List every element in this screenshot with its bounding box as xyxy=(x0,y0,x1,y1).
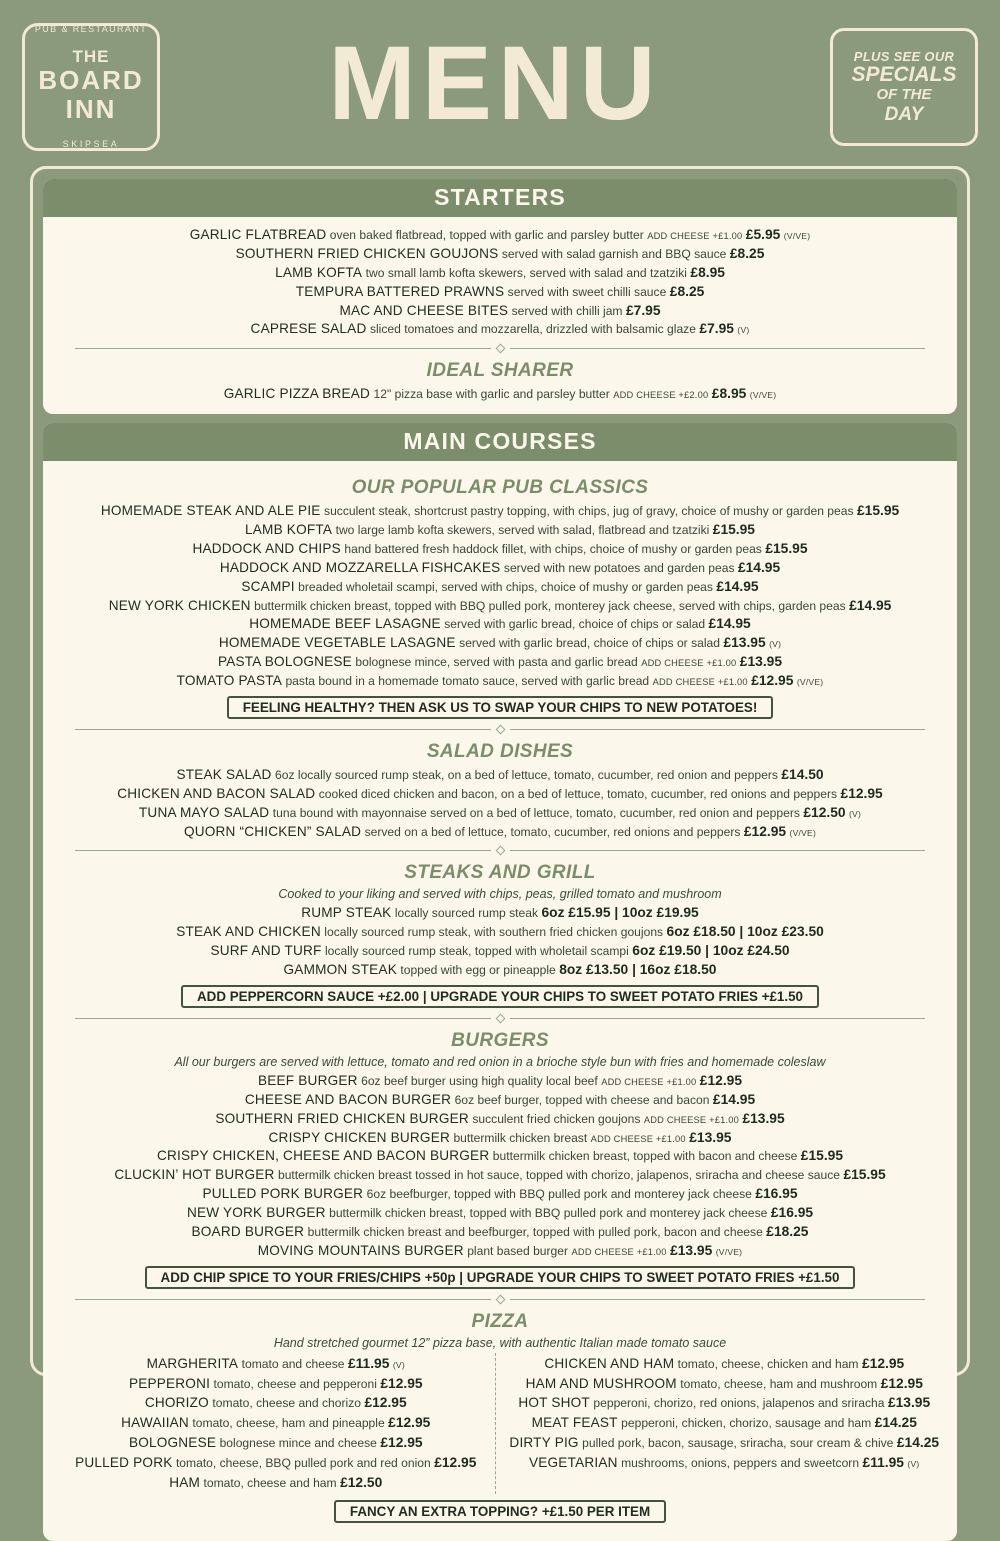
menu-item-name: CLUCKIN’ HOT BURGER xyxy=(114,1167,275,1183)
menu-item-price: £12.50 xyxy=(803,804,846,820)
menu-item-dietary-tag: (V) xyxy=(392,1359,405,1370)
menu-item-name: CHORIZO xyxy=(144,1395,209,1411)
divider-line-left xyxy=(75,1299,491,1300)
menu-item-addon: ADD CHEESE +£1.00 xyxy=(643,1114,739,1125)
menu-item-price: £12.50 xyxy=(340,1474,383,1490)
menu-item-price: £14.95 xyxy=(716,578,759,594)
menu-item-price: £12.95 xyxy=(743,823,787,839)
menu-item-price: £13.95 xyxy=(887,1395,931,1411)
menu-item-name: CRISPY CHICKEN BURGER xyxy=(268,1129,450,1145)
menu-item-description: served with garlic bread, choice of chips or salad xyxy=(459,636,720,651)
menu-item-price: £15.95 xyxy=(800,1148,843,1164)
menu-item-description: locally sourced rump steak xyxy=(394,906,539,921)
menu-item-description: topped with egg or pineapple xyxy=(400,963,556,977)
menu-item xyxy=(57,653,943,671)
menu-header xyxy=(0,0,1000,160)
menu-item xyxy=(57,1375,495,1393)
menu-section-2 xyxy=(43,423,957,1541)
menu-item-price: £8.25 xyxy=(669,283,705,299)
menu-item-price: £12.95 xyxy=(880,1375,923,1391)
menu-item-description: tomato, cheese and chorizo xyxy=(212,1396,361,1411)
menu-item xyxy=(57,1454,495,1472)
menu-item-description: served with garlic bread, choice of chips or salad xyxy=(444,617,706,632)
menu-item-name: HOMEMADE VEGETABLE LASAGNE xyxy=(218,635,456,651)
menu-item xyxy=(57,672,943,690)
menu-item-name: HOT SHOT xyxy=(518,1395,590,1411)
menu-item-price: £12.95 xyxy=(364,1395,407,1411)
menu-section-1 xyxy=(43,179,957,414)
menu-item-description: tomato, cheese and pepperoni xyxy=(213,1376,377,1391)
menu-item-name: VEGETARIAN xyxy=(529,1455,618,1470)
menu-item-name: SURF AND TURF xyxy=(210,943,322,959)
menu-item-name: HADDOCK AND CHIPS xyxy=(192,540,341,556)
menu-item-price: £13.95 xyxy=(670,1242,713,1258)
menu-item xyxy=(506,1355,944,1373)
menu-item-price: £13.95 xyxy=(723,635,766,651)
section-divider-pizza xyxy=(75,1296,925,1303)
divider-line-left xyxy=(75,729,491,730)
menu-item-name: TOMATO PASTA xyxy=(176,673,282,688)
menu-item xyxy=(57,923,943,941)
menu-item-addon: ADD CHEESE +£1.00 xyxy=(590,1133,686,1144)
menu-item-dietary-tag: (V) xyxy=(849,808,862,819)
logo-top-text: PUB & RESTAURANT xyxy=(34,24,148,35)
divider-line-left xyxy=(75,348,491,349)
section-title: STARTERS xyxy=(43,179,957,217)
menu-item-description: tomato, cheese and ham xyxy=(203,1475,337,1490)
menu-item-name: GARLIC FLATBREAD xyxy=(189,227,327,242)
menu-item-price: £12.95 xyxy=(861,1355,905,1371)
menu-item-name: SOUTHERN FRIED CHICKEN BURGER xyxy=(215,1110,469,1126)
menu-item-description: served with new potatoes and garden peas xyxy=(503,560,735,575)
menu-sections xyxy=(43,179,957,1541)
menu-item xyxy=(506,1375,944,1393)
menu-item xyxy=(57,245,943,263)
divider-diamond xyxy=(495,344,505,354)
menu-item xyxy=(57,1355,495,1373)
menu-item-name: RUMP STEAK xyxy=(301,905,392,921)
menu-item-name: LAMB KOFTA xyxy=(245,522,333,537)
menu-item-price: £7.95 xyxy=(625,302,661,318)
section-body xyxy=(43,217,957,414)
menu-item-dietary-tag: (V/VE) xyxy=(796,677,824,687)
menu-item-description: served with sweet chilli sauce xyxy=(507,284,667,299)
menu-item-price: £5.95 xyxy=(745,227,781,242)
menu-item-name: MEAT FEAST xyxy=(531,1415,618,1431)
pizza-columns xyxy=(57,1353,943,1494)
menu-item-description: tomato and cheese xyxy=(241,1356,345,1371)
menu-item-description: pepperoni, chorizo, red onions, jalapenos and sriracha xyxy=(593,1396,885,1411)
menu-item xyxy=(57,540,943,558)
menu-item-name: CHICKEN AND BACON SALAD xyxy=(117,785,316,801)
menu-item-addon: ADD CHEESE +£1.00 xyxy=(652,677,748,687)
menu-item-dietary-tag: (V/VE) xyxy=(749,390,777,401)
menu-item-price: £18.25 xyxy=(766,1223,809,1239)
menu-item-name: NEW YORK CHICKEN xyxy=(108,597,251,613)
menu-item-price: £7.95 xyxy=(699,321,734,337)
menu-item-description: pulled pork, bacon, sausage, sriracha, sour cream & chive xyxy=(582,1436,894,1451)
menu-item-addon: ADD CHEESE +£1.00 xyxy=(647,231,743,241)
menu-item xyxy=(57,597,943,615)
menu-item xyxy=(57,1204,943,1222)
group-banner: FEELING HEALTHY? THEN ASK US TO SWAP YOUR CHIPS TO NEW POTATOES! xyxy=(227,696,774,719)
menu-item-description: buttermilk chicken breast and beefburger, topped with pulled pork, bacon and cheese xyxy=(307,1224,763,1239)
menu-item xyxy=(57,302,943,320)
menu-item-name: DIRTY PIG xyxy=(509,1435,579,1451)
menu-item-name: QUORN “CHICKEN” SALAD xyxy=(183,823,362,839)
menu-item-price: £14.95 xyxy=(712,1091,756,1107)
menu-item-name: SCAMPI xyxy=(241,578,295,594)
menu-item-price: 6oz £19.50 | 10oz £24.50 xyxy=(632,943,790,959)
menu-item-description: served on a bed of lettuce, tomato, cucumber, red onions and peppers xyxy=(364,824,741,839)
menu-item-description: pepperoni, chicken, chorizo, sausage and ham xyxy=(621,1416,872,1431)
menu-item-price: £14.95 xyxy=(708,616,751,632)
menu-item xyxy=(57,823,943,841)
menu-item-description: buttermilk chicken breast, topped with BBQ pulled pork, monterey jack cheese, served with chips, garden peas xyxy=(254,598,846,613)
menu-item xyxy=(57,1129,943,1147)
menu-item-description: bolognese mince and cheese xyxy=(219,1436,377,1451)
divider-line-left xyxy=(75,850,491,851)
menu-item-price: £15.95 xyxy=(765,540,808,556)
specials-line-1: PLUS SEE OUR xyxy=(853,48,955,64)
menu-item-name: BOARD BURGER xyxy=(191,1223,305,1239)
card-footer-space xyxy=(57,1527,943,1531)
section-title: MAIN COURSES xyxy=(43,423,957,461)
menu-item-dietary-tag: (V/VE) xyxy=(789,827,817,838)
menu-item xyxy=(57,1185,943,1203)
page-title: MENU xyxy=(328,24,662,142)
menu-item-name: HAWAIIAN xyxy=(121,1415,189,1431)
menu-item xyxy=(57,1434,495,1452)
menu-item-description: sliced tomatoes and mozzarella, drizzled with balsamic glaze xyxy=(369,322,696,337)
menu-item-price: £12.95 xyxy=(380,1435,423,1451)
menu-item-description: tomato, cheese, ham and pineapple xyxy=(192,1416,385,1431)
menu-item-name: CHEESE AND BACON BURGER xyxy=(244,1091,452,1107)
pub-logo xyxy=(22,23,160,151)
logo-inn: INN xyxy=(65,93,117,124)
menu-item-description: 6oz locally sourced rump steak, on a bed of lettuce, tomato, cucumber, red onion and peppers xyxy=(275,767,778,782)
menu-item-price: £15.95 xyxy=(843,1167,886,1183)
menu-item xyxy=(57,1394,495,1412)
menu-item-price: £15.95 xyxy=(856,503,900,519)
menu-item xyxy=(57,264,943,282)
divider-line-right xyxy=(510,1018,926,1019)
divider-line-right xyxy=(510,1299,926,1300)
menu-item-name: BEEF BURGER xyxy=(258,1072,358,1088)
menu-item xyxy=(57,1166,943,1184)
group-heading: STEAKS AND GRILL xyxy=(404,862,596,884)
menu-item-description: buttermilk chicken breast tossed in hot sauce, topped with chorizo, jalapenos, sriracha and cheese sauce xyxy=(277,1168,840,1183)
section-divider-0-1 xyxy=(75,345,925,352)
divider-diamond xyxy=(495,846,505,856)
menu-item-description: locally sourced rump steak, with southern fried chicken goujons xyxy=(324,925,664,940)
menu-item-dietary-tag: (V/VE) xyxy=(715,1246,743,1257)
menu-item-description: cooked diced chicken and bacon, on a bed of lettuce, tomato, cucumber, red onions and peppers xyxy=(318,786,838,801)
menu-item-price: £14.25 xyxy=(896,1435,940,1451)
menu-item-name: BOLOGNESE xyxy=(128,1435,217,1451)
menu-item xyxy=(57,559,943,577)
menu-item-price: 6oz £15.95 | 10oz £19.95 xyxy=(541,905,699,921)
menu-item-price: £11.95 xyxy=(862,1455,904,1470)
specials-badge xyxy=(830,28,978,146)
menu-item-description: tomato, cheese, chicken and ham xyxy=(677,1356,859,1371)
menu-item-name: NEW YORK BURGER xyxy=(186,1205,326,1220)
menu-item-description: 6oz beef burger, topped with cheese and bacon xyxy=(454,1092,710,1107)
menu-item xyxy=(57,226,943,244)
menu-item-price: £14.50 xyxy=(781,766,824,782)
divider-line-left xyxy=(75,1018,491,1019)
menu-item-name: MARGHERITA xyxy=(146,1355,239,1371)
pizza-banner: FANCY AN EXTRA TOPPING? +£1.50 PER ITEM xyxy=(334,1500,666,1523)
menu-item xyxy=(57,1223,943,1241)
menu-item xyxy=(57,283,943,301)
menu-item-description: plant based burger xyxy=(467,1243,569,1258)
menu-item-dietary-tag: (V) xyxy=(769,639,782,650)
divider-line-right xyxy=(510,348,926,349)
specials-line-4: DAY xyxy=(884,103,924,125)
menu-item-price: 6oz £18.50 | 10oz £23.50 xyxy=(666,924,824,940)
group-note: All our burgers are served with lettuce, tomato and red onion in a brioche style bun with fries and homemade coleslaw xyxy=(174,1054,826,1069)
group-banner: ADD CHIP SPICE TO YOUR FRIES/CHIPS +50p | UPGRADE YOUR CHIPS TO SWEET POTATO FRIES +£1.50 xyxy=(145,1266,856,1289)
menu-item-description: served with chilli jam xyxy=(511,303,623,318)
menu-item-price: £12.95 xyxy=(434,1455,477,1470)
menu-item-description: bolognese mince, served with pasta and garlic bread xyxy=(355,655,638,670)
menu-item-description: succulent steak, shortcrust pastry topping, with chips, jug of gravy, choice of mushy or garden peas xyxy=(324,504,854,519)
menu-item xyxy=(57,942,943,960)
menu-item-price: £12.95 xyxy=(751,673,794,688)
menu-item-description: succulent fried chicken goujons xyxy=(472,1111,641,1126)
menu-item-name: HOMEMADE BEEF LASAGNE xyxy=(249,616,441,632)
group-heading: SALAD DISHES xyxy=(426,740,574,762)
section-divider-1-2 xyxy=(75,847,925,854)
group-heading: BURGERS xyxy=(451,1029,549,1051)
group-note: Cooked to your liking and served with chips, peas, grilled tomato and mushroom xyxy=(278,887,722,902)
pizza-heading: PIZZA xyxy=(471,1310,529,1332)
menu-item-name: GAMMON STEAK xyxy=(283,962,397,977)
menu-item-description: tuna bound with mayonnaise served on a bed of lettuce, tomato, cucumber, red onion and peppers xyxy=(272,805,800,820)
menu-item xyxy=(57,320,943,338)
menu-item-description: served with salad garnish and BBQ sauce xyxy=(501,246,727,261)
menu-item xyxy=(57,1147,943,1165)
menu-item-price: £14.95 xyxy=(737,559,781,575)
pizza-column-right xyxy=(506,1353,944,1494)
group-heading: IDEAL SHARER xyxy=(426,360,574,382)
menu-item xyxy=(57,1072,943,1090)
menu-item-description: tomato, cheese, BBQ pulled pork and red onion xyxy=(175,1456,431,1470)
menu-item-price: £16.95 xyxy=(770,1205,814,1220)
menu-item-description: pasta bound in a homemade tomato sauce, served with garlic bread xyxy=(285,674,650,688)
divider-line-right xyxy=(510,850,926,851)
menu-item-name: PASTA BOLOGNESE xyxy=(218,654,352,670)
menu-item-name: HADDOCK AND MOZZARELLA FISHCAKES xyxy=(219,559,501,575)
menu-item-name: CRISPY CHICKEN, CHEESE AND BACON BURGER xyxy=(156,1148,490,1164)
menu-item-price: £12.95 xyxy=(380,1375,423,1391)
menu-item-addon: ADD CHEESE +£2.00 xyxy=(613,390,709,401)
menu-item-name: TEMPURA BATTERED PRAWNS xyxy=(295,283,505,299)
menu-item xyxy=(57,961,943,979)
menu-item-price: £8.95 xyxy=(690,264,725,280)
menu-item xyxy=(57,502,943,520)
logo-the: THE xyxy=(72,47,110,67)
group-heading: OUR POPULAR PUB CLASSICS xyxy=(351,477,649,499)
menu-item-description: mushrooms, onions, peppers and sweetcorn xyxy=(621,1456,860,1470)
menu-item xyxy=(57,385,943,403)
menu-item-dietary-tag: (V) xyxy=(907,1459,920,1469)
menu-item-description: two large lamb kofta skewers, served with salad, flatbread and tzatziki xyxy=(335,523,710,537)
section-body xyxy=(43,461,957,1541)
menu-item xyxy=(57,1414,495,1432)
menu-item-name: CAPRESE SALAD xyxy=(250,321,367,337)
menu-item-description: oven baked flatbread, topped with garlic and parsley butter xyxy=(329,228,644,242)
menu-item-description: buttermilk chicken breast, topped with bacon and cheese xyxy=(492,1149,798,1164)
menu-item-price: £13.95 xyxy=(689,1129,732,1145)
menu-item-price: £12.95 xyxy=(388,1415,431,1431)
menu-item-description: two small lamb kofta skewers, served with salad and tzatziki xyxy=(365,265,687,280)
menu-item-dietary-tag: (V) xyxy=(737,325,750,336)
menu-item-name: CHICKEN AND HAM xyxy=(544,1355,675,1371)
menu-item-name: SOUTHERN FRIED CHICKEN GOUJONS xyxy=(235,245,499,261)
menu-item-description: 6oz beefburger, topped with BBQ pulled pork and monterey jack cheese xyxy=(366,1187,752,1202)
menu-item xyxy=(506,1454,944,1472)
menu-item-price: £12.95 xyxy=(699,1072,742,1088)
menu-item-name: HOMEMADE STEAK AND ALE PIE xyxy=(100,503,321,519)
logo-board: BOARD xyxy=(38,65,144,96)
menu-item-name: LAMB KOFTA xyxy=(275,264,363,280)
menu-item xyxy=(57,1091,943,1109)
menu-item xyxy=(57,785,943,803)
divider-diamond xyxy=(495,1013,505,1023)
specials-line-3: OF THE xyxy=(876,86,932,104)
divider-diamond xyxy=(495,1294,505,1304)
section-divider-1-3 xyxy=(75,1015,925,1022)
menu-item-price: £11.95 xyxy=(347,1355,390,1371)
menu-item xyxy=(57,1110,943,1128)
menu-item xyxy=(57,904,943,922)
menu-item-description: 6oz beef burger using high quality local beef xyxy=(361,1073,598,1088)
pizza-note: Hand stretched gourmet 12” pizza base, with authentic Italian made tomato sauce xyxy=(273,1335,727,1350)
menu-item-name: GARLIC PIZZA BREAD xyxy=(223,386,371,402)
menu-item-name: STEAK SALAD xyxy=(176,766,272,782)
menu-panel xyxy=(30,166,970,1519)
menu-item xyxy=(57,804,943,822)
menu-item-name: MAC AND CHEESE BITES xyxy=(339,302,509,318)
divider-line-right xyxy=(510,729,926,730)
menu-item-description: tomato, cheese, ham and mushroom xyxy=(680,1376,878,1391)
menu-item-name: STEAK AND CHICKEN xyxy=(176,924,321,940)
menu-item-price: £13.95 xyxy=(742,1110,785,1126)
menu-item-addon: ADD CHEESE +£1.00 xyxy=(571,1246,667,1257)
menu-item-price: £12.95 xyxy=(840,785,883,801)
menu-item-price: £16.95 xyxy=(755,1186,798,1202)
menu-item-name: PULLED PORK xyxy=(75,1455,173,1470)
menu-item-addon: ADD CHEESE +£1.00 xyxy=(601,1076,697,1087)
menu-item xyxy=(57,578,943,596)
logo-place: SKIPSEA xyxy=(62,138,120,149)
menu-item xyxy=(506,1414,944,1432)
menu-item-price: £14.95 xyxy=(849,597,892,613)
menu-item xyxy=(57,634,943,652)
menu-item-description: breaded wholetail scampi, served with chips, choice of mushy or garden peas xyxy=(298,579,713,594)
pizza-column-left xyxy=(57,1353,496,1494)
menu-item xyxy=(57,1242,943,1260)
menu-item-name: MOVING MOUNTAINS BURGER xyxy=(257,1242,464,1258)
menu-item-name: TUNA MAYO SALAD xyxy=(138,804,270,820)
menu-item-addon: ADD CHEESE +£1.00 xyxy=(641,658,737,669)
menu-item-name: PULLED PORK BURGER xyxy=(202,1186,364,1202)
menu-item-description: locally sourced rump steak, topped with wholetail scampi xyxy=(325,944,629,959)
menu-item xyxy=(506,1434,944,1452)
menu-item-description: hand battered fresh haddock fillet, with chips, choice of mushy or garden peas xyxy=(344,541,762,556)
menu-item-price: £8.25 xyxy=(729,245,765,261)
menu-item-price: £15.95 xyxy=(712,522,755,537)
menu-item xyxy=(506,1394,944,1412)
menu-item xyxy=(57,766,943,784)
menu-item-description: buttermilk chicken breast, topped with BBQ pulled pork and monterey jack cheese xyxy=(329,1206,768,1220)
menu-item-description: buttermilk chicken breast xyxy=(453,1130,588,1145)
menu-item-name: HAM xyxy=(169,1474,201,1490)
specials-line-2: SPECIALS xyxy=(851,62,957,86)
menu-item-name: HAM AND MUSHROOM xyxy=(525,1375,677,1391)
menu-item-description: 12" pizza base with garlic and parsley butter xyxy=(373,387,610,402)
menu-item-price: £14.25 xyxy=(874,1415,917,1431)
menu-item-price: £8.95 xyxy=(711,386,747,402)
menu-item-price: £13.95 xyxy=(739,654,782,670)
section-divider-1-1 xyxy=(75,726,925,733)
menu-item-dietary-tag: (V/VE) xyxy=(783,231,811,241)
divider-diamond xyxy=(495,724,505,734)
menu-item xyxy=(57,615,943,633)
menu-item-price: 8oz £13.50 | 16oz £18.50 xyxy=(559,962,717,977)
menu-item xyxy=(57,1474,495,1492)
menu-item-name: PEPPERONI xyxy=(128,1375,211,1391)
group-banner: ADD PEPPERCORN SAUCE +£2.00 | UPGRADE YOUR CHIPS TO SWEET POTATO FRIES +£1.50 xyxy=(181,985,819,1008)
menu-item xyxy=(57,521,943,539)
